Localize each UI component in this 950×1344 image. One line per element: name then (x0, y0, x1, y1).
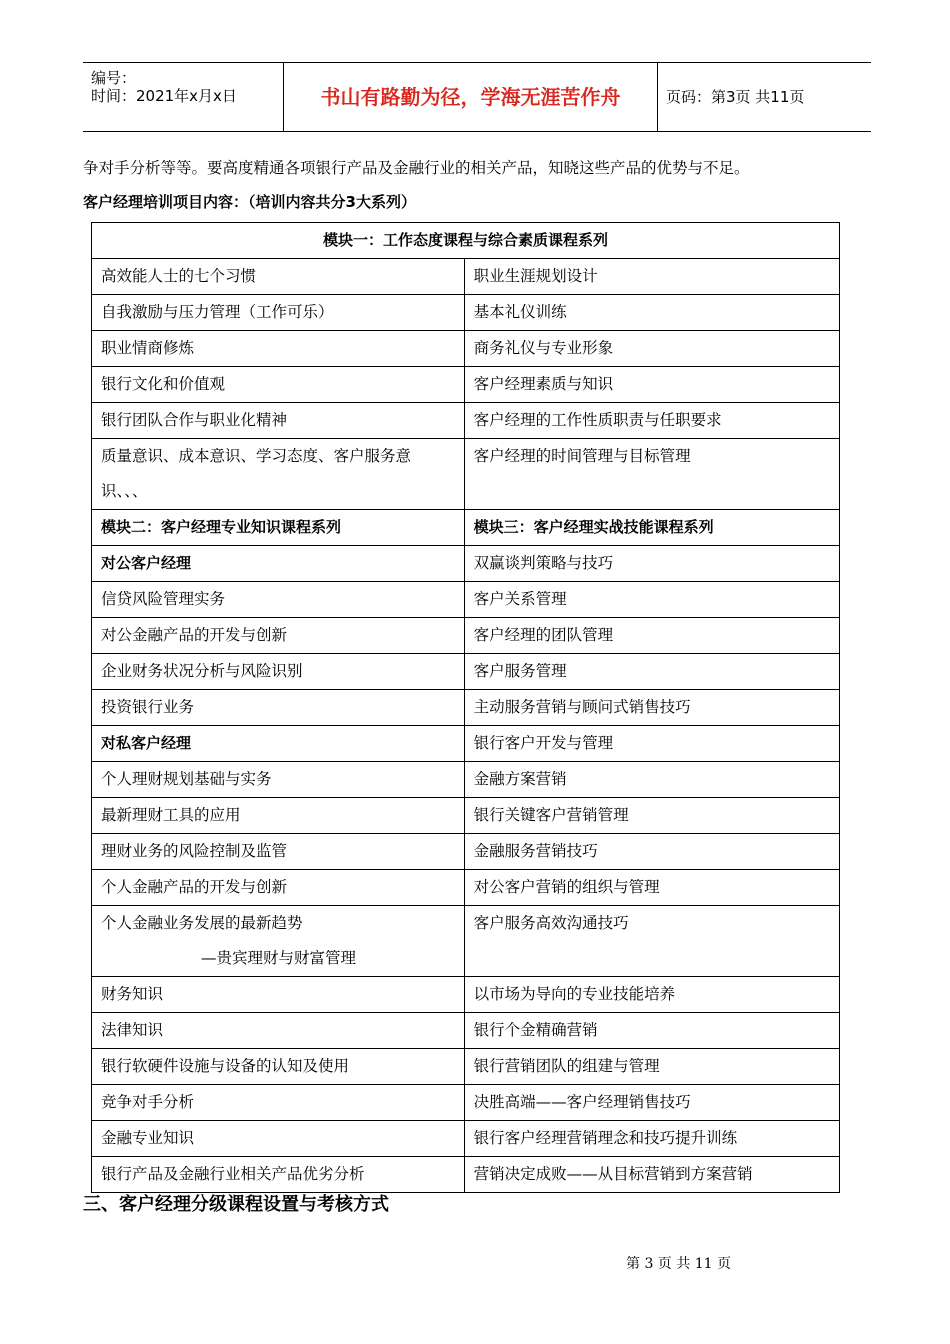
header-meta (83, 63, 284, 131)
section-heading: 三、客户经理分级课程设置与考核方式 (83, 1194, 389, 1215)
table-row (92, 1085, 840, 1121)
course-cell: 财务知识 (92, 977, 465, 1013)
course-cell-line: 识、、、 (101, 482, 148, 500)
table-row (92, 331, 840, 367)
training-intro: 客户经理培训项目内容：（培训内容共分3大系列） (83, 193, 416, 211)
table-row (92, 870, 840, 906)
table-row (92, 762, 840, 798)
table-row (92, 834, 840, 870)
table-row (92, 618, 840, 654)
course-cell: 银行营销团队的组建与管理 (464, 1049, 839, 1085)
module1-title: 模块一：工作态度课程与综合素质课程系列 (92, 223, 840, 259)
course-cell: 客户服务高效沟通技巧 (464, 906, 839, 977)
table-row (92, 546, 840, 582)
course-cell: 最新理财工具的应用 (92, 798, 465, 834)
course-table (91, 222, 840, 1193)
page-footer: 第 3 页 共 11 页 (626, 1256, 731, 1272)
course-cell: 银行个金精确营销 (464, 1013, 839, 1049)
table-row (92, 403, 840, 439)
table-row (92, 798, 840, 834)
course-cell-line: 个人金融业务发展的最新趋势 (101, 914, 303, 932)
module2-title: 模块二：客户经理专业知识课程系列 (92, 510, 465, 546)
course-cell: 法律知识 (92, 1013, 465, 1049)
course-cell: 个人理财规划基础与实务 (92, 762, 465, 798)
course-cell: 客户经理的团队管理 (464, 618, 839, 654)
body-paragraph: 争对手分析等等。要高度精通各项银行产品及金融行业的相关产品，知晓这些产品的优势与不足。 (83, 159, 750, 177)
course-cell: 企业财务状况分析与风险识别 (92, 654, 465, 690)
course-cell: 竞争对手分析 (92, 1085, 465, 1121)
course-cell: 银行产品及金融行业相关产品优劣分析 (92, 1157, 465, 1193)
course-cell: 决胜高端——客户经理销售技巧 (464, 1085, 839, 1121)
course-cell: 双赢谈判策略与技巧 (464, 546, 839, 582)
course-cell: 商务礼仪与专业形象 (464, 331, 839, 367)
course-cell: 信贷风险管理实务 (92, 582, 465, 618)
course-cell: 高效能人士的七个习惯 (92, 259, 465, 295)
subheading-cell: 对公客户经理 (92, 546, 465, 582)
header-motto: 书山有路勤为径，学海无涯苦作舟 (284, 63, 658, 131)
module3-title: 模块三：客户经理实战技能课程系列 (464, 510, 839, 546)
table-row (92, 439, 840, 510)
table-row (92, 977, 840, 1013)
header-page-label: 页码：第3页 共11页 (666, 88, 805, 106)
table-row (92, 367, 840, 403)
page-header (83, 62, 871, 132)
course-cell: 客户经理素质与知识 (464, 367, 839, 403)
table-row (92, 690, 840, 726)
course-cell: 金融服务营销技巧 (464, 834, 839, 870)
table-row (92, 582, 840, 618)
table-row (92, 1121, 840, 1157)
table-row (92, 726, 840, 762)
table-row (92, 295, 840, 331)
course-cell: 职业情商修炼 (92, 331, 465, 367)
table-row (92, 906, 840, 977)
table-row (92, 654, 840, 690)
number-label: 编号： (91, 69, 137, 87)
course-cell: 营销决定成败——从目标营销到方案营销 (464, 1157, 839, 1193)
table-row (92, 1157, 840, 1193)
course-cell: 银行客户开发与管理 (464, 726, 839, 762)
course-cell: 主动服务营销与顾问式销售技巧 (464, 690, 839, 726)
table-row (92, 510, 840, 546)
course-cell: 客户经理的时间管理与目标管理 (464, 439, 839, 510)
course-cell: 职业生涯规划设计 (464, 259, 839, 295)
course-cell-subline: —贵宾理财与财富管理 (201, 949, 357, 967)
course-cell-line: 质量意识、成本意识、学习态度、客户服务意 (101, 447, 412, 465)
course-cell: 基本礼仪训练 (464, 295, 839, 331)
course-cell: 自我激励与压力管理（工作可乐） (92, 295, 465, 331)
subheading-cell: 对私客户经理 (92, 726, 465, 762)
course-cell: 银行团队合作与职业化精神 (92, 403, 465, 439)
course-cell: 银行文化和价值观 (92, 367, 465, 403)
course-cell (92, 906, 465, 977)
course-cell: 对公客户营销的组织与管理 (464, 870, 839, 906)
table-row (92, 259, 840, 295)
table-row (92, 1013, 840, 1049)
table-row (92, 1049, 840, 1085)
course-cell: 金融专业知识 (92, 1121, 465, 1157)
course-cell: 银行客户经理营销理念和技巧提升训练 (464, 1121, 839, 1157)
course-cell: 个人金融产品的开发与创新 (92, 870, 465, 906)
course-cell: 以市场为导向的专业技能培养 (464, 977, 839, 1013)
course-cell: 投资银行业务 (92, 690, 465, 726)
course-cell: 客户服务管理 (464, 654, 839, 690)
course-cell: 理财业务的风险控制及监管 (92, 834, 465, 870)
course-cell: 银行关键客户营销管理 (464, 798, 839, 834)
course-cell: 客户经理的工作性质职责与任职要求 (464, 403, 839, 439)
course-cell (92, 439, 465, 510)
course-cell: 金融方案营销 (464, 762, 839, 798)
course-cell: 对公金融产品的开发与创新 (92, 618, 465, 654)
time-label: 时间：2021年x月x日 (91, 87, 237, 105)
course-cell: 客户关系管理 (464, 582, 839, 618)
course-cell: 银行软硬件设施与设备的认知及使用 (92, 1049, 465, 1085)
